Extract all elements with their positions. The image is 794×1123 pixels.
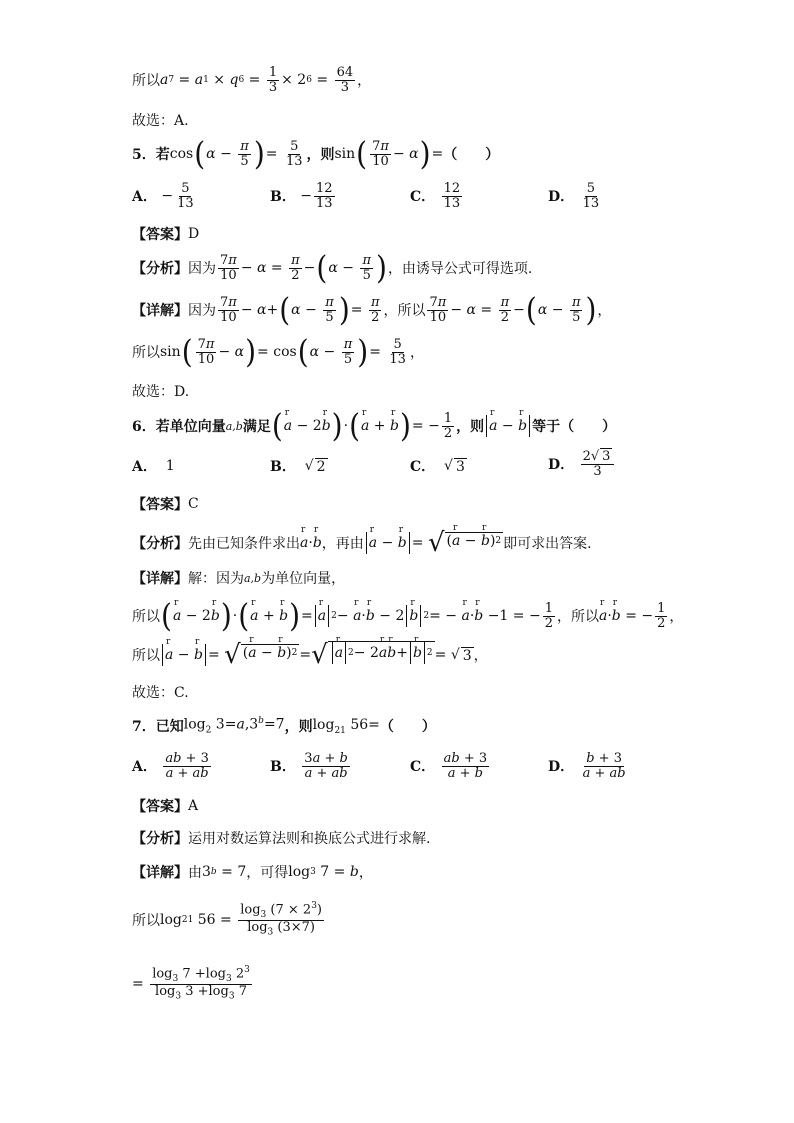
text: 故选：A. — [132, 113, 189, 129]
analysis-tag: 【分析】 — [132, 261, 188, 278]
detail-tag: 【详解】 — [132, 865, 188, 881]
text: 由 — [188, 865, 202, 881]
option-label: D． — [548, 457, 575, 474]
detail-tag: 【详解】 — [132, 571, 188, 587]
text: ，所以 — [383, 303, 426, 320]
answer-line — [132, 224, 199, 244]
text: 等于（ ） — [532, 419, 617, 436]
text: 所以 — [132, 913, 160, 930]
text: 故选：C. — [132, 685, 189, 701]
question-5: 5． 若 cos ( α − $\frac{\pi}{5}$ ) = $\frac{5}{13}$ ，则 sin ( $\frac{7\pi}{10}$ − α ) = （ ） — [132, 134, 500, 173]
text: ，可得 — [246, 865, 289, 881]
analysis-line — [132, 828, 430, 848]
text: 所以 — [132, 609, 160, 626]
text: 因为 — [188, 261, 216, 278]
answer-value: A — [188, 798, 199, 814]
text: ， — [409, 345, 424, 362]
option-label: C． — [410, 189, 436, 206]
option-b: B． − $\frac{12}{13}$ — [270, 181, 333, 211]
text: ，所以 — [556, 609, 599, 626]
detail-tag: 【详解】 — [132, 303, 188, 320]
text: 若单位向量 — [155, 419, 226, 436]
text-line: 所以 a 7 = a 1 × q 6 = $\frac{1}{3}$ × 2 6 = $\frac{64}{3}$ ， — [132, 65, 372, 95]
question-6: 6． 若单位向量 a,b 满足 ( r a − 2 r b ) · ( r a + r b ) = − $\frac{1}{2}$ ，则 r a − r b 等于（ ） — [132, 412, 616, 440]
text-line: 所以 ( r a − 2 r b ) · ( r a + r b ) = r a 2 − r a · r b − 2 r b 2 = − r a · r b −1 = − $\frac{1}{2}$ ，所以 r a · r b = − $\frac{1}{2}$ ， — [132, 602, 683, 630]
text-line: = $\frac{\log_3 7 +\log_3 2^3}{\log_3 3 +\log_3 7}$ — [132, 965, 250, 1002]
text: ，则 — [306, 147, 335, 164]
question-7: 7． 已知 $\log_2 3=a,3^b=7$ ，则 $\log_{21} 56=$ （ ） — [132, 716, 436, 736]
text-line — [132, 110, 189, 130]
text: 因为 — [188, 303, 216, 320]
option-label: B． — [270, 189, 296, 206]
option-b: B． √ 2 — [270, 458, 326, 475]
option-c: C． $\frac{ab + 3}{a + b}$ — [410, 751, 488, 781]
detail-line: 【详解】 解：因为 a,b 为单位向量， — [132, 568, 345, 588]
text: （ ） — [379, 719, 436, 735]
text-line: 所以 sin ( $\frac{7\pi}{10}$ − α ) = cos ( α − $\frac{\pi}{5}$ ) = $\frac{5}{13}$ ， — [132, 332, 424, 371]
question-number: 5． — [132, 147, 156, 164]
text: 若 — [155, 147, 170, 164]
analysis-line: 【分析】 因为 $\frac{7\pi}{10}$ − α = $\frac{\pi}{2}$ − ( α − $\frac{\pi}{5}$ ) ，由诱导公式可得选项. — [132, 248, 533, 287]
text: ， — [473, 648, 488, 664]
option-label: A． — [132, 759, 157, 776]
text-line — [132, 381, 189, 401]
text: ， — [597, 303, 612, 320]
option-c: C． √ 3 — [410, 458, 465, 475]
option-d: D． $\frac{2√ 3}{3}$ — [548, 450, 616, 478]
text: ，则 — [284, 719, 313, 735]
text: 所以 — [132, 345, 160, 362]
option-a — [132, 456, 175, 476]
text: ， — [358, 865, 373, 881]
text: 满足 — [242, 419, 271, 436]
text-line: 所以 r a − r b = √ ( r a − r b ) 2 = √ r a 2 − 2 r a r b + r b 2 = √ 3 ， — [132, 642, 488, 668]
option-label: A． — [132, 459, 157, 475]
option-a: A． $\frac{ab + 3}{a + ab}$ — [132, 751, 209, 781]
option-label: B． — [270, 459, 296, 475]
answer-tag: 【答案】 — [132, 799, 188, 815]
text: 已知 — [155, 719, 184, 735]
option-label: C． — [410, 459, 436, 475]
detail-line: 【详解】 因为 $\frac{7\pi}{10}$ − α + ( α − $\frac{\pi}{5}$ ) = $\frac{\pi}{2}$ ，所以 $\frac{7\pi}{10}$ − α = $\frac{\pi}{2}$ − ( α − $\frac{\pi}{5}$ ) ， — [132, 290, 612, 329]
option-d: D． $\frac{5}{13}$ — [548, 181, 600, 211]
option-label: D． — [548, 189, 575, 206]
option-label: A． — [132, 189, 157, 206]
detail-line: 【详解】 由 3 b = 7 ，可得 log 3 7 = b ， — [132, 864, 373, 881]
question-number: 6． — [132, 419, 156, 436]
question-number: 7． — [132, 719, 156, 735]
text: ，再由 — [321, 536, 364, 552]
text: 运用对数运算法则和换底公式进行求解. — [188, 831, 431, 847]
text-line: 所以 log 21 56 = $\frac{\log_3 (7 \times 2^3)}{\log_3 (3\times 7)}$ — [132, 901, 322, 938]
text: ，由诱导公式可得选项. — [387, 261, 533, 278]
analysis-tag: 【分析】 — [132, 536, 188, 552]
option-label: D． — [548, 759, 575, 776]
answer-tag: 【答案】 — [132, 497, 188, 513]
answer-line — [132, 796, 198, 816]
option-label: C． — [410, 759, 436, 776]
option-d: D． $\frac{b + 3}{a + ab}$ — [548, 751, 626, 781]
option-c: C． $\frac{12}{13}$ — [410, 181, 461, 211]
text: ， — [669, 609, 684, 626]
option-label: B． — [270, 759, 296, 776]
text: 即可求出答案. — [503, 536, 592, 552]
text: ， — [357, 73, 372, 90]
analysis-tag: 【分析】 — [132, 831, 188, 847]
answer-value: C — [188, 496, 199, 512]
text: 故选：D. — [132, 384, 190, 400]
answer-value: D — [188, 226, 200, 242]
text: 解：因为 — [188, 571, 244, 587]
answer-tag: 【答案】 — [132, 227, 188, 243]
text: 所以 — [132, 73, 160, 90]
text: 先由已知条件求出 — [188, 536, 300, 552]
text: 所以 — [132, 648, 160, 664]
analysis-line: 【分析】 先由已知条件求出 r a · r b ，再由 r a − r b = √ ( r a − r b ) 2 即可求出答案. — [132, 530, 592, 556]
option-value: 1 — [165, 458, 175, 474]
text: （ ） — [443, 147, 500, 164]
option-b: B． $\frac{3a + b}{a + ab}$ — [270, 751, 348, 781]
text-line — [132, 682, 189, 702]
option-a: A． − $\frac{5}{13}$ — [132, 181, 194, 211]
text: ，则 — [456, 419, 485, 436]
text: 为单位向量， — [261, 571, 346, 587]
answer-line — [132, 494, 199, 514]
